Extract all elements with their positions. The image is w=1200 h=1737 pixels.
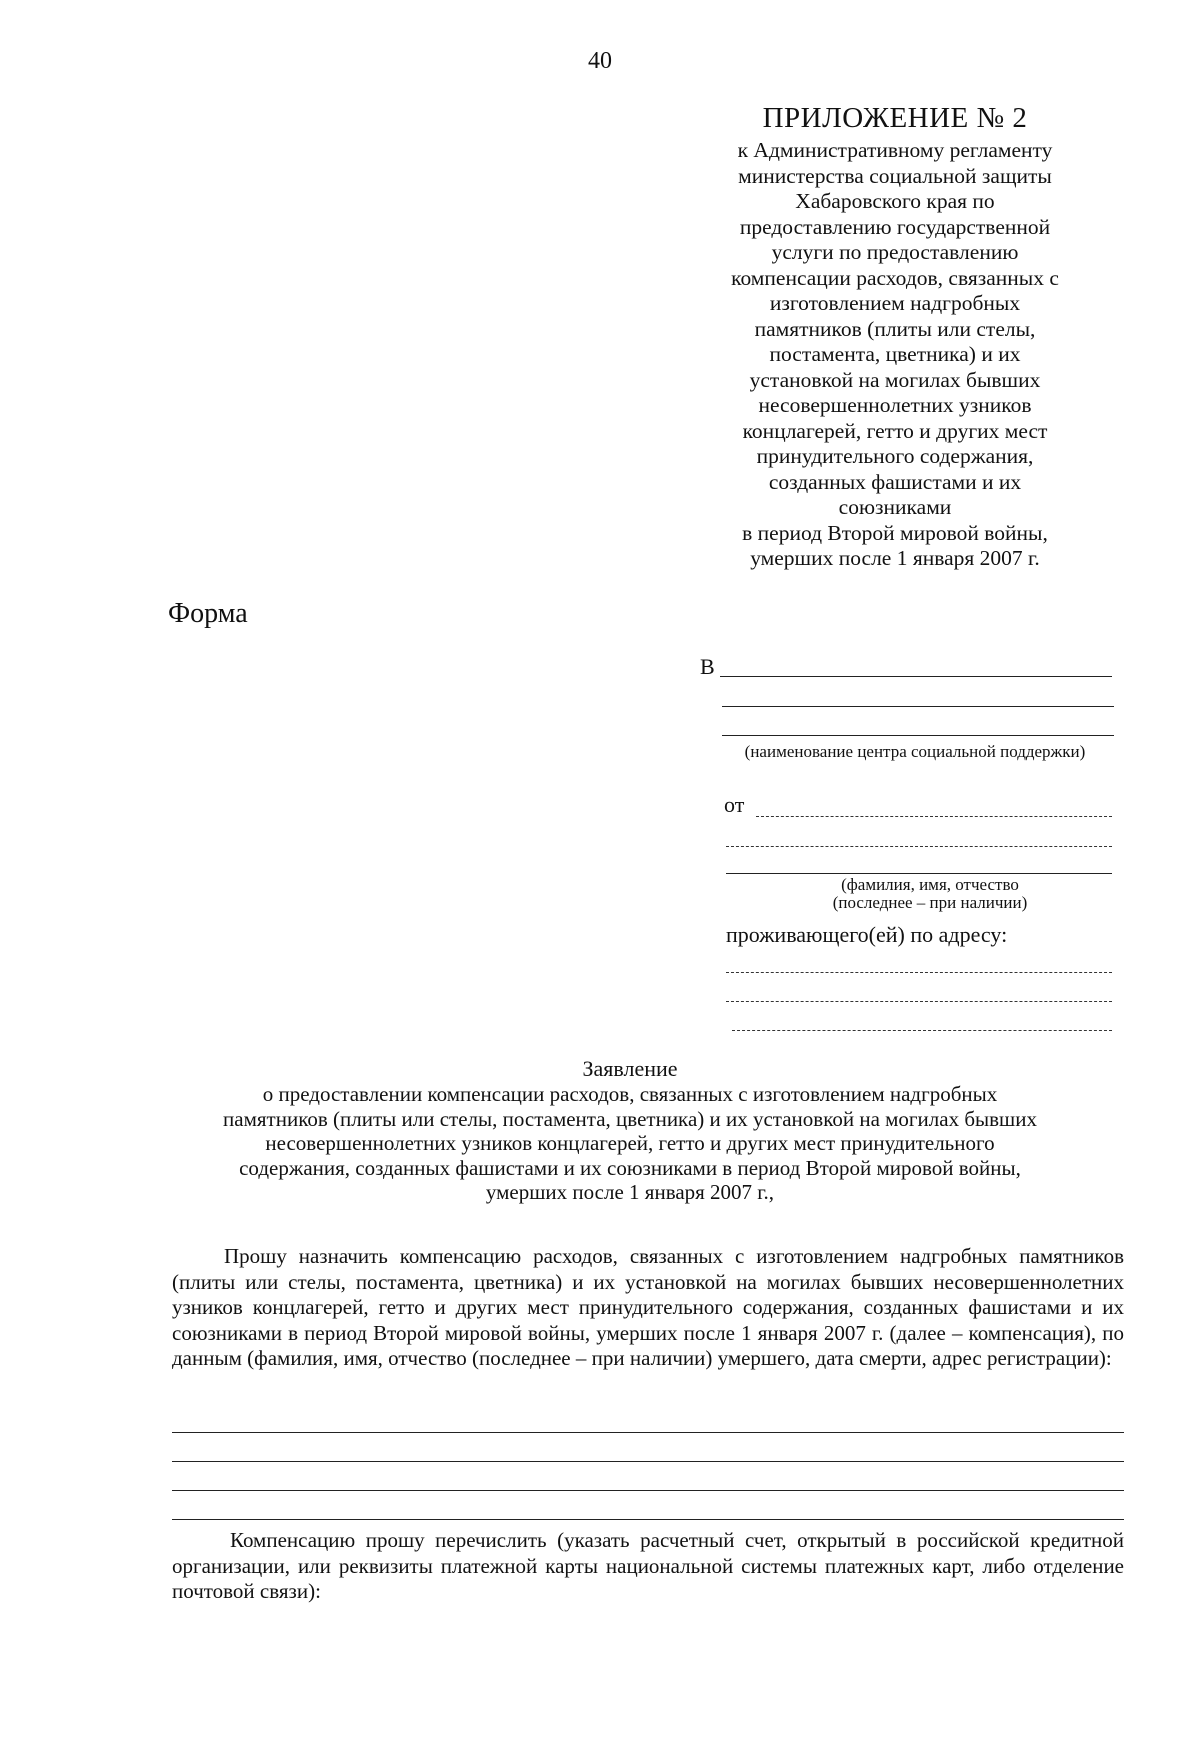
appendix-line: услуги по предоставлению: [771, 240, 1019, 264]
appendix-line: предоставлению государственной: [739, 214, 1051, 239]
center-name-line-2[interactable]: [722, 706, 1114, 707]
statement-line: содержания, созданных фашистами и их союзниками в период Второй мировой войны,: [239, 1155, 1021, 1180]
appendix-line: установкой на могилах бывших: [749, 367, 1041, 392]
appendix-line: концлагерей, гетто и других мест: [742, 418, 1048, 443]
appendix-line: постамента, цветника) и их: [769, 342, 1021, 366]
address-line-1[interactable]: [726, 972, 1112, 973]
appendix-header: [690, 100, 1100, 572]
to-prefix: В: [700, 654, 715, 679]
page-number: 40: [588, 48, 612, 74]
deceased-data-line-2[interactable]: [172, 1461, 1124, 1462]
center-name-line-1[interactable]: [720, 676, 1112, 677]
from-prefix: от: [724, 792, 745, 817]
appendix-line: к Административному регламенту: [737, 138, 1053, 162]
address-line-3[interactable]: [732, 1030, 1112, 1031]
statement-line: несовершеннолетних узников концлагерей, гетто и других мест принудительного: [265, 1131, 995, 1155]
appendix-line: компенсации расходов, связанных с: [731, 265, 1059, 290]
name-caption-line-1: (фамилия, имя, отчество: [841, 875, 1019, 894]
applicant-name-line-2[interactable]: [726, 846, 1112, 847]
appendix-line: умерших после 1 января 2007 г.: [750, 546, 1040, 570]
appendix-lines: [690, 138, 1100, 572]
payment-paragraph-text: Компенсацию прошу перечислить (указать расчетный счет, открытый в российской кредитной организации, или реквизиты платежной карты национальной системы платежных карт, либо отделение почтовой связи):: [172, 1528, 1124, 1603]
appendix-line: министерства социальной защиты: [738, 163, 1052, 188]
appendix-line: в период Второй мировой войны,: [742, 520, 1048, 545]
appendix-line: принудительного содержания,: [756, 444, 1034, 468]
appendix-title: ПРИЛОЖЕНИЕ № 2: [762, 102, 1028, 134]
deceased-data-line-3[interactable]: [172, 1490, 1124, 1491]
appendix-line: Хабаровского края по: [795, 189, 995, 213]
applicant-name-line-3[interactable]: [726, 873, 1112, 874]
address-line-2[interactable]: [726, 1001, 1112, 1002]
statement-title: Заявление: [582, 1056, 678, 1081]
deceased-data-line-1[interactable]: [172, 1432, 1124, 1433]
appendix-line: изготовлением надгробных: [769, 291, 1021, 315]
statement-heading: [130, 1056, 1130, 1205]
appendix-line: несовершеннолетних узников: [758, 393, 1032, 417]
request-paragraph-text: Прошу назначить компенсацию расходов, связанных с изготовлением надгробных памятников (плиты или стелы, постамента, цветника) и их установкой на могилах бывших несовершеннолетних узников концлагерей, гетто и других мест принудительного содержания, созданных фашистами и их союзниками в период Второй мировой войны, умерших после 1 января 2007 г. (далее – компенсация), по данным (фамилия, имя, отчество (последнее – при наличии) умершего, дата смерти, адрес регистрации):: [172, 1244, 1124, 1370]
appendix-line: памятников (плиты или стелы,: [754, 316, 1036, 341]
address-label: проживающего(ей) по адресу:: [726, 922, 1008, 947]
deceased-data-line-4[interactable]: [172, 1519, 1124, 1520]
center-caption: (наименование центра социальной поддержки): [744, 742, 1086, 761]
appendix-line: союзниками: [838, 495, 952, 519]
center-name-line-3[interactable]: [722, 735, 1114, 736]
request-paragraph: [172, 1244, 1124, 1372]
name-caption: [790, 876, 1070, 912]
form-label: Форма: [168, 598, 248, 629]
appendix-line: созданных фашистами и их: [768, 469, 1022, 494]
name-caption-line-2: (последнее – при наличии): [832, 893, 1028, 912]
statement-line: умерших после 1 января 2007 г.,: [485, 1180, 775, 1204]
statement-line: памятников (плиты или стелы, постамента, цветника) и их установкой на могилах бывших: [223, 1106, 1037, 1131]
payment-paragraph: [172, 1528, 1124, 1605]
applicant-name-line-1[interactable]: [756, 816, 1112, 817]
statement-line: о предоставлении компенсации расходов, связанных с изготовлением надгробных: [262, 1082, 998, 1106]
